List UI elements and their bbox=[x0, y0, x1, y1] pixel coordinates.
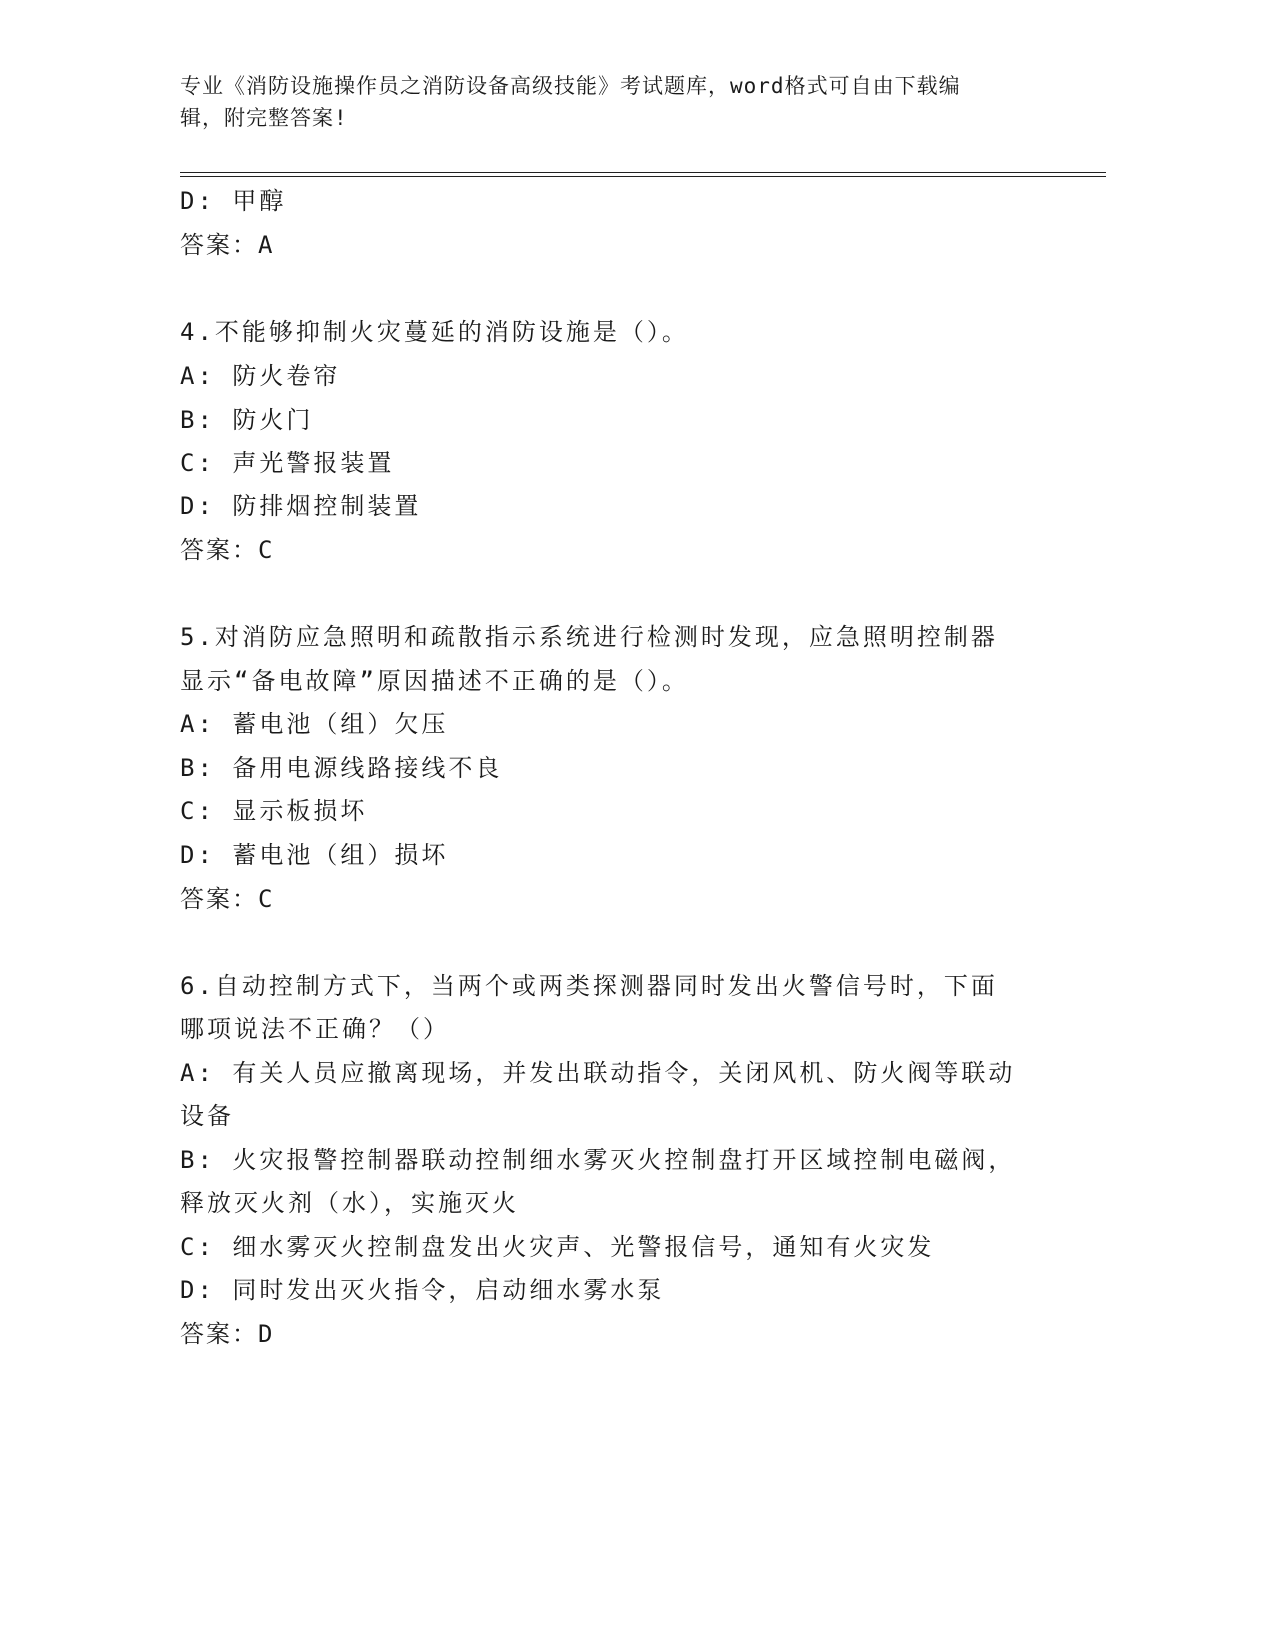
option-d: D: 蓄电池（组）损坏 bbox=[180, 841, 449, 869]
question-stem: 4.不能够抑制火灾蔓延的消防设施是（）。 bbox=[180, 318, 689, 346]
header-text-line-1: 专业《消防设施操作员之消防设备高级技能》考试题库，word格式可自由下载编 bbox=[180, 74, 961, 98]
question-stem: 6.自动控制方式下，当两个或两类探测器同时发出火警信号时，下面 bbox=[180, 972, 998, 1000]
question-stem: 5.对消防应急照明和疏散指示系统进行检测时发现，应急照明控制器 bbox=[180, 623, 998, 651]
question-stem-continued: 哪项说法不正确？（） bbox=[180, 1015, 450, 1043]
answer-value: C bbox=[258, 536, 275, 564]
answer-line bbox=[180, 535, 274, 565]
option-a: A: 蓄电池（组）欠压 bbox=[180, 710, 449, 738]
answer-label: 答案： bbox=[180, 1320, 258, 1348]
option-c: C: 声光警报装置 bbox=[180, 449, 395, 477]
header-text-line-2: 辑，附完整答案! bbox=[180, 106, 348, 130]
page-header bbox=[180, 70, 1050, 134]
option-b: B: 火灾报警控制器联动控制细水雾灭火控制盘打开区域控制电磁阀， bbox=[180, 1146, 1016, 1174]
answer-line bbox=[180, 230, 274, 260]
option-d: D: 防排烟控制装置 bbox=[180, 492, 422, 520]
answer-value: D bbox=[258, 1320, 275, 1348]
answer-label: 答案： bbox=[180, 885, 258, 913]
option-a: A: 有关人员应撤离现场，并发出联动指令，关闭风机、防火阀等联动 bbox=[180, 1059, 1016, 1087]
answer-line bbox=[180, 884, 274, 914]
option-d: D: 甲醇 bbox=[180, 187, 287, 215]
option-c: C: 细水雾灭火控制盘发出火灾声、光警报信号，通知有火灾发 bbox=[180, 1233, 935, 1261]
option-a-continued: 设备 bbox=[180, 1102, 234, 1130]
option-b: B: 备用电源线路接线不良 bbox=[180, 754, 503, 782]
option-b-continued: 释放灭火剂（水），实施灭火 bbox=[180, 1189, 519, 1217]
answer-label: 答案： bbox=[180, 231, 258, 259]
answer-value: A bbox=[258, 231, 275, 259]
answer-value: C bbox=[258, 885, 275, 913]
answer-label: 答案： bbox=[180, 536, 258, 564]
option-d: D: 同时发出灭火指令，启动细水雾水泵 bbox=[180, 1276, 665, 1304]
option-c: C: 显示板损坏 bbox=[180, 797, 368, 825]
header-divider-top bbox=[180, 172, 1106, 173]
question-stem-continued: 显示“备电故障”原因描述不正确的是（）。 bbox=[180, 667, 689, 695]
header-divider-bottom bbox=[180, 176, 1106, 177]
option-a: A: 防火卷帘 bbox=[180, 362, 341, 390]
answer-line bbox=[180, 1319, 274, 1349]
option-b: B: 防火门 bbox=[180, 406, 314, 434]
